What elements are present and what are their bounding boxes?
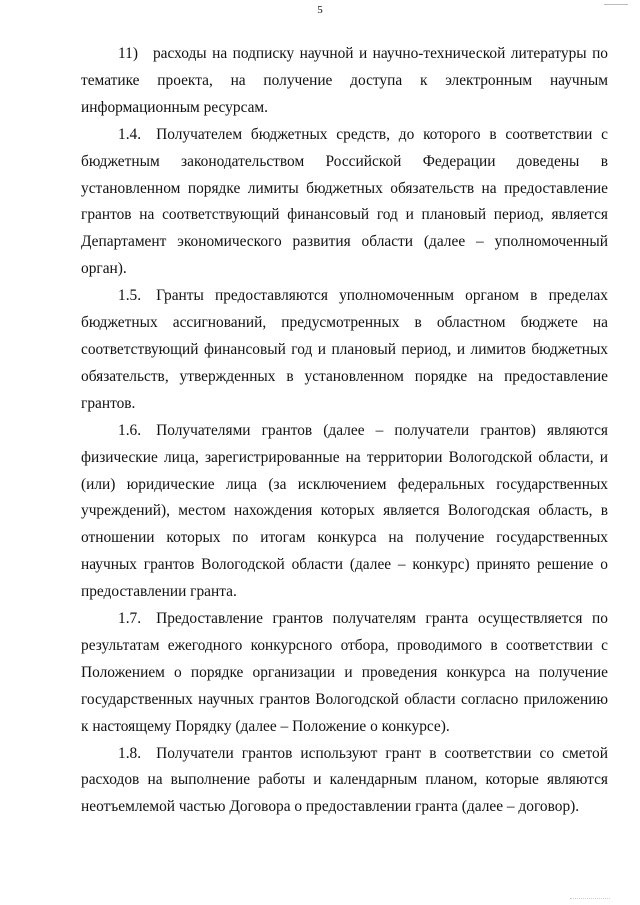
paragraph-number: 1.6. [118, 421, 142, 439]
paragraph-1-4 [81, 122, 608, 283]
paragraph-text: Получатели грантов используют грант в соответствии со сметой расходов на выполнение работы и календарным планом, которые являются неотъемлемой частью Договора о предоставлении гранта (далее – договор). [81, 744, 608, 816]
document-body [81, 41, 608, 821]
paragraph-1-7 [81, 606, 608, 741]
paragraph-text: Предоставление грантов получателям гранта осуществляется по результатам ежегодного конкурсного отбора, проводимого в соответствии с Положением о порядке организации и проведения конкурса на получение государственных научных грантов Вологодской области согласно приложению к настоящему Порядку (далее – Положение о конкурсе). [81, 610, 608, 735]
paragraph-1-5 [81, 283, 608, 418]
paragraph-number: 1.4. [118, 125, 142, 143]
paragraph-text: расходы на подписку научной и научно-технической литературы по тематике проекта, на получение доступа к электронным научным информационным ресурсам. [81, 45, 608, 116]
paragraph-number: 1.8. [118, 744, 142, 762]
paragraph-item-11 [81, 41, 608, 122]
paragraph-text: Получателем бюджетных средств, до которого в соответствии с бюджетным законодательством Российской Федерации доведены в установленном порядке лимиты бюджетных обязательств на предоставление грантов на соответствующий финансовый год и плановый период, является Департамент экономического развития области (далее – уполномоченный орган). [81, 125, 608, 278]
paragraph-number: 1.5. [118, 287, 142, 305]
paragraph-text: Получателями грантов (далее – получатели грантов) являются физические лица, зарегистрированные на территории Вологодской области, и (или) юридические лица (за исключением федеральных государственных учреждений), местом нахождения которых является Вологодская область, в отношении которых по итогам конкурса на получение государственных научных грантов Вологодской области (далее – конкурс) принято решение о предоставлении гранта. [81, 421, 608, 601]
page-number: 5 [317, 4, 323, 16]
paragraph-number: 1.7. [118, 610, 142, 628]
paragraph-1-8 [81, 741, 608, 822]
paragraph-number: 11) [118, 45, 138, 62]
paragraph-1-6 [81, 418, 608, 606]
scan-artifact [570, 896, 610, 899]
paragraph-text: Гранты предоставляются уполномоченным органом в пределах бюджетных ассигнований, предусмотренных в областном бюджете на соответствующий финансовый год и плановый период, и лимитов бюджетных обязательств, утвержденных в установленном порядке на предоставление грантов. [81, 287, 608, 412]
